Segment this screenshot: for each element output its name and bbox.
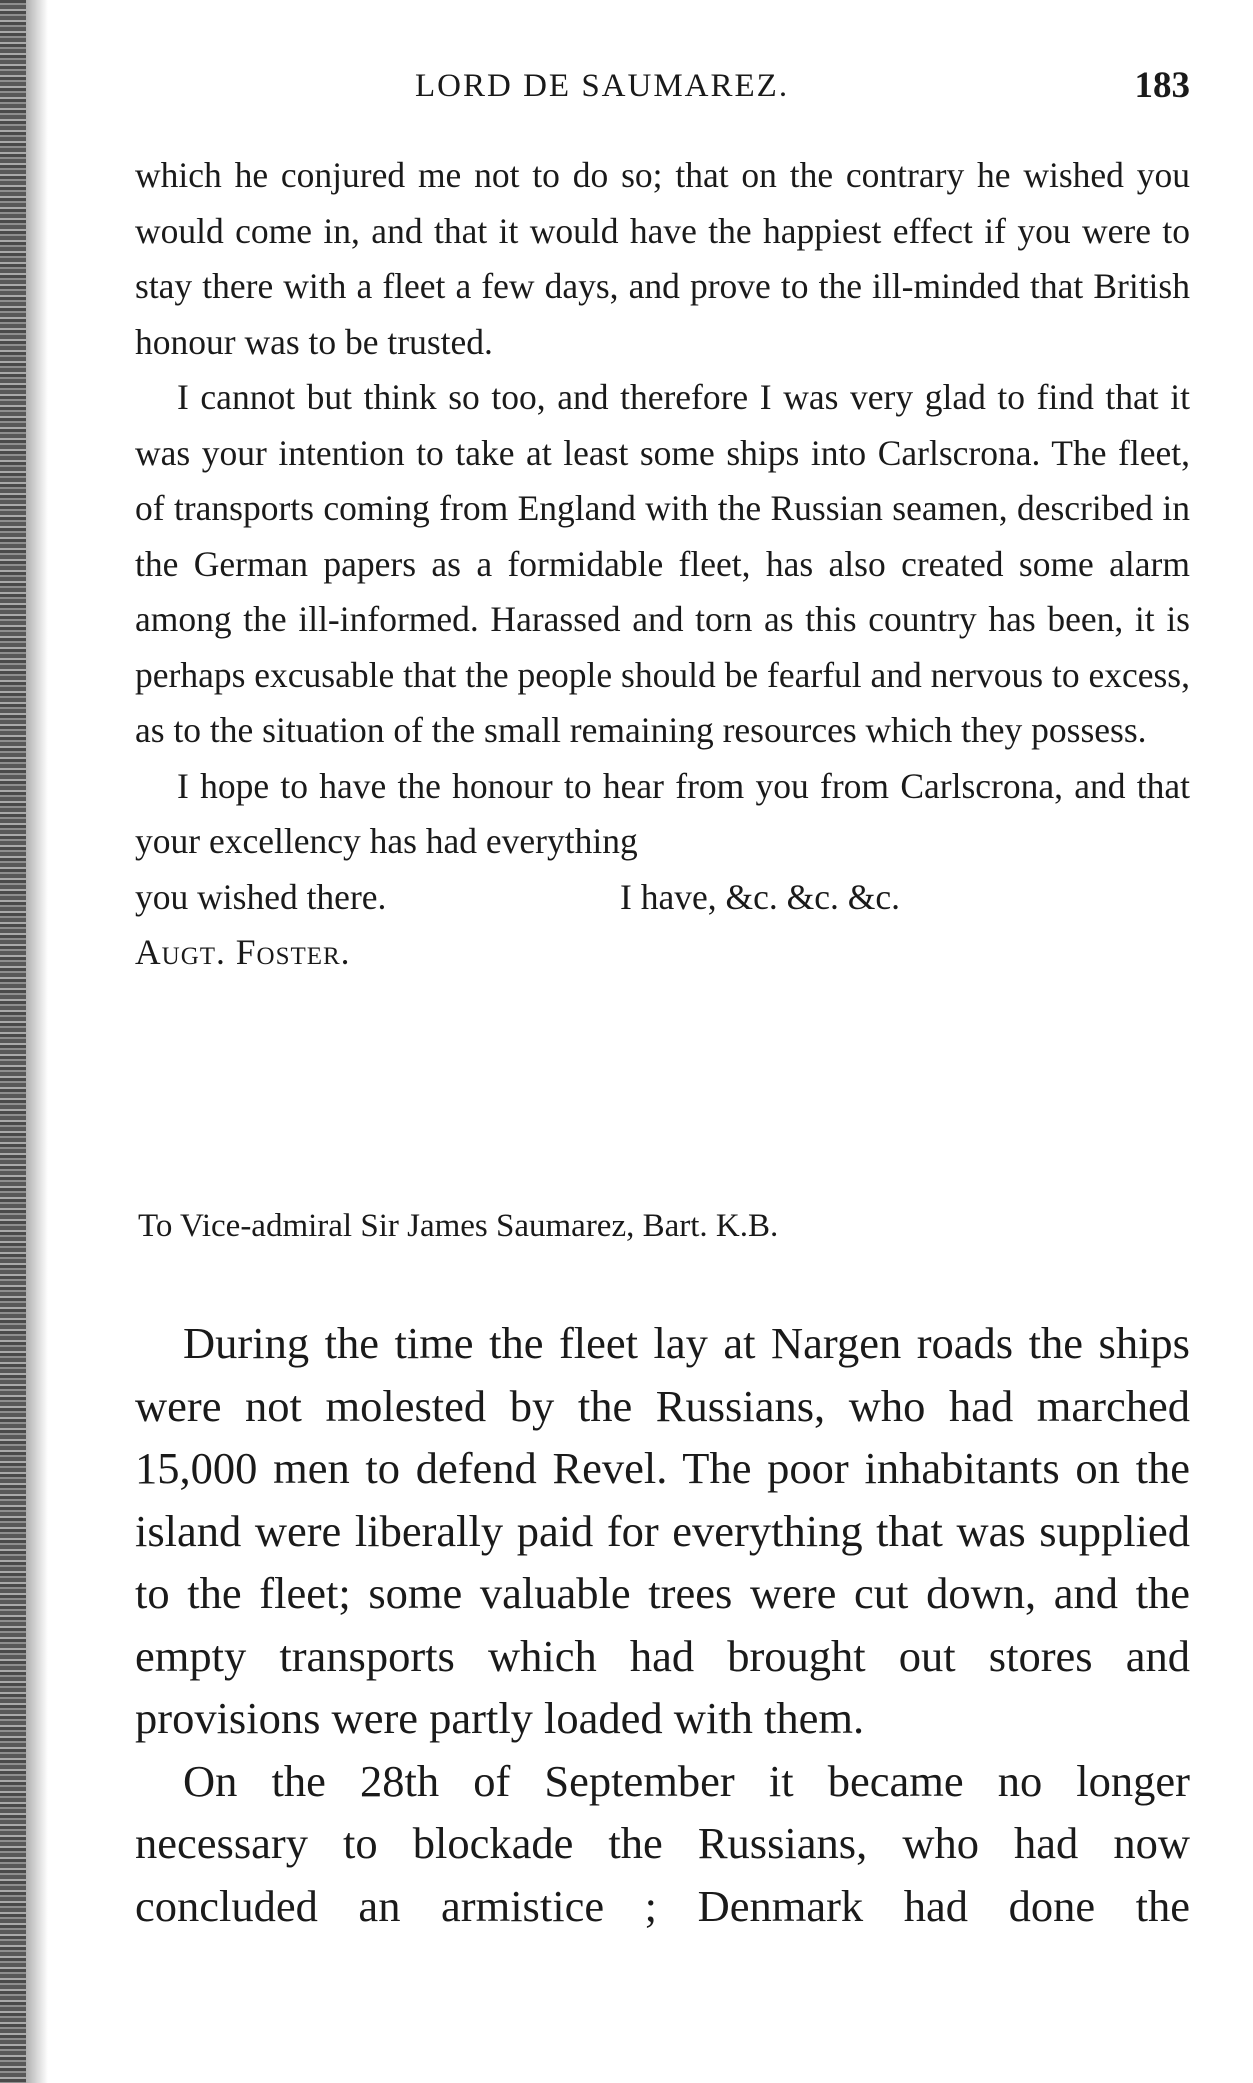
letter-paragraph-1: which he conjured me not to do so; that on the contrary he wished you would come in, and that it would have the happiest effect if you were to stay there with a fleet a few days, and prove to the ill-minded that British honour was to be trusted. xyxy=(135,155,1190,362)
letter-paragraph-3: I hope to have the honour to hear from you from Carlscrona, and that your excellency has had everything xyxy=(135,765,1190,861)
letter-signature: Augt. Foster. xyxy=(135,932,351,972)
letter-addressee: To Vice-admiral Sir James Saumarez, Bart. K.B. xyxy=(138,1208,779,1244)
letter-paragraph-2: I cannot but think so too, and therefore I was very glad to find that it was your intention to take at least some ships into Carlscrona. The fleet, of transports coming from England with the Russian seamen, described in the German papers as a formidable fleet, has also created some alarm among the ill-informed. Harassed and torn as this country has been, it is perhaps excusable that the people should be fearful and nervous to excess, as to the situation of the small remaining resources which they possess. xyxy=(135,377,1190,750)
running-head: LORD DE SAUMAREZ. xyxy=(415,68,790,104)
closing-line-left: you wished there. xyxy=(135,876,387,917)
narrative-paragraph-1: During the time the fleet lay at Nargen roads the ships were not molested by the Russians, who had marched 15,000 men to defend Revel. The poor inhabitants on the island were liberally paid for everything that was supplied to the fleet; some valuable trees were cut down, and the empty transports which had brought out stores and provisions were partly loaded with them. xyxy=(135,1318,1190,1743)
letter-closing xyxy=(135,870,1190,926)
page-gutter-shadow xyxy=(0,0,26,2083)
page-number: 183 xyxy=(1134,65,1190,106)
narrative-paragraph-2: On the 28th of September it became no longer necessary to blockade the Russians, who had now concluded an armistice ; Denmark had done the xyxy=(135,1755,1190,1931)
page-gutter-fade xyxy=(26,0,48,2083)
letter-body xyxy=(135,148,1190,981)
closing-line-right: I have, &c. &c. &c. xyxy=(620,876,900,917)
narrative-body xyxy=(135,1312,1190,1937)
page-header xyxy=(135,64,1190,114)
